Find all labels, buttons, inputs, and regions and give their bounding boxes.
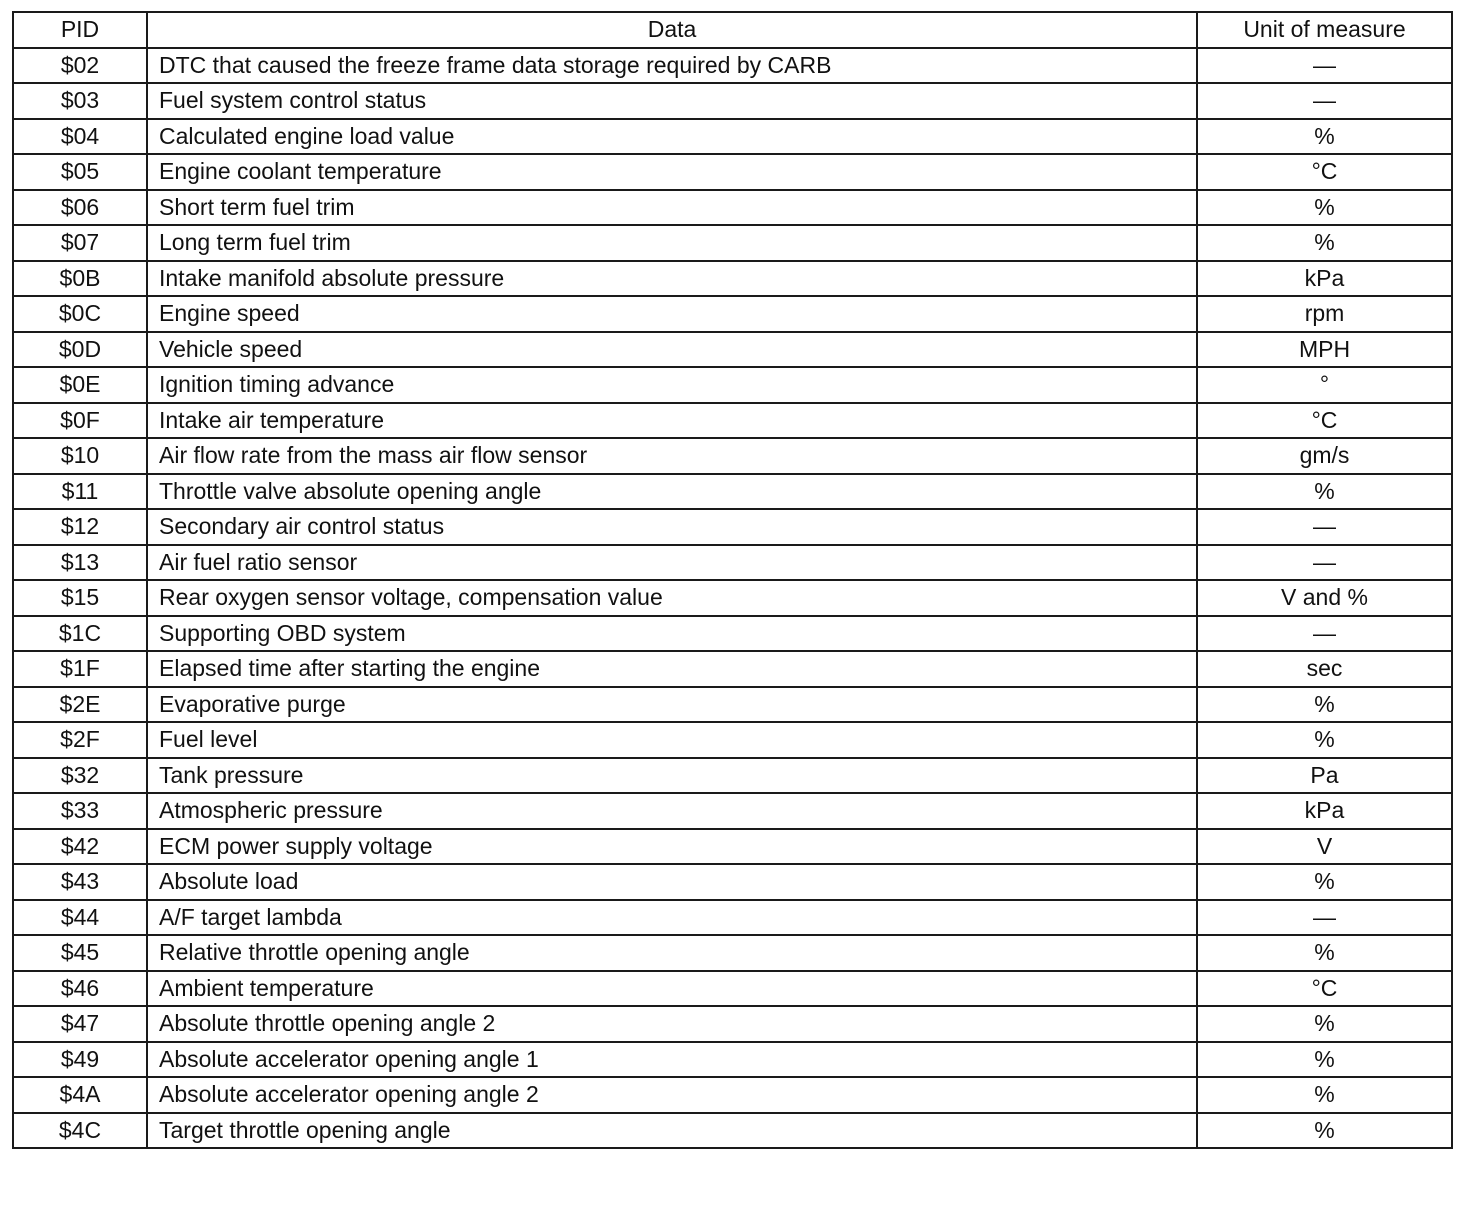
pid-cell: $0F xyxy=(13,403,147,439)
unit-cell: % xyxy=(1197,935,1452,971)
unit-cell: V and % xyxy=(1197,580,1452,616)
unit-cell: % xyxy=(1197,1113,1452,1149)
pid-cell: $0C xyxy=(13,296,147,332)
pid-cell: $49 xyxy=(13,1042,147,1078)
data-cell: Absolute load xyxy=(147,864,1197,900)
data-cell: Secondary air control status xyxy=(147,509,1197,545)
table-row xyxy=(13,367,1452,403)
data-cell: Absolute throttle opening angle 2 xyxy=(147,1006,1197,1042)
unit-cell: % xyxy=(1197,119,1452,155)
pid-cell: $06 xyxy=(13,190,147,226)
data-cell: A/F target lambda xyxy=(147,900,1197,936)
table-body xyxy=(13,48,1452,1149)
unit-cell: V xyxy=(1197,829,1452,865)
table-row xyxy=(13,1006,1452,1042)
table-row xyxy=(13,829,1452,865)
header-row xyxy=(13,12,1452,48)
table-row xyxy=(13,722,1452,758)
data-cell: Engine coolant temperature xyxy=(147,154,1197,190)
unit-cell: — xyxy=(1197,900,1452,936)
data-cell: Evaporative purge xyxy=(147,687,1197,723)
pid-cell: $07 xyxy=(13,225,147,261)
table-row xyxy=(13,225,1452,261)
pid-cell: $44 xyxy=(13,900,147,936)
table-row xyxy=(13,687,1452,723)
pid-cell: $1C xyxy=(13,616,147,652)
data-cell: Air flow rate from the mass air flow sensor xyxy=(147,438,1197,474)
unit-cell: kPa xyxy=(1197,261,1452,297)
unit-cell: kPa xyxy=(1197,793,1452,829)
data-cell: ECM power supply voltage xyxy=(147,829,1197,865)
table-row xyxy=(13,935,1452,971)
pid-cell: $04 xyxy=(13,119,147,155)
unit-cell: % xyxy=(1197,225,1452,261)
header-pid: PID xyxy=(13,12,147,48)
header-data: Data xyxy=(147,12,1197,48)
table-row xyxy=(13,900,1452,936)
pid-cell: $2F xyxy=(13,722,147,758)
table-row xyxy=(13,651,1452,687)
unit-cell: MPH xyxy=(1197,332,1452,368)
data-cell: Vehicle speed xyxy=(147,332,1197,368)
unit-cell: °C xyxy=(1197,971,1452,1007)
unit-cell: % xyxy=(1197,1042,1452,1078)
pid-cell: $4C xyxy=(13,1113,147,1149)
table-row xyxy=(13,190,1452,226)
unit-cell: ° xyxy=(1197,367,1452,403)
data-cell: Fuel level xyxy=(147,722,1197,758)
pid-cell: $05 xyxy=(13,154,147,190)
table-row xyxy=(13,154,1452,190)
data-cell: Air fuel ratio sensor xyxy=(147,545,1197,581)
pid-cell: $46 xyxy=(13,971,147,1007)
data-cell: Tank pressure xyxy=(147,758,1197,794)
table-row xyxy=(13,119,1452,155)
table-row xyxy=(13,332,1452,368)
pid-cell: $15 xyxy=(13,580,147,616)
table-row xyxy=(13,474,1452,510)
unit-cell: % xyxy=(1197,687,1452,723)
pid-cell: $33 xyxy=(13,793,147,829)
data-cell: Calculated engine load value xyxy=(147,119,1197,155)
pid-cell: $13 xyxy=(13,545,147,581)
pid-cell: $12 xyxy=(13,509,147,545)
table-row xyxy=(13,438,1452,474)
table-row xyxy=(13,616,1452,652)
data-cell: DTC that caused the freeze frame data storage required by CARB xyxy=(147,48,1197,84)
data-cell: Throttle valve absolute opening angle xyxy=(147,474,1197,510)
pid-cell: $11 xyxy=(13,474,147,510)
data-cell: Absolute accelerator opening angle 1 xyxy=(147,1042,1197,1078)
unit-cell: % xyxy=(1197,190,1452,226)
unit-cell: sec xyxy=(1197,651,1452,687)
data-cell: Intake air temperature xyxy=(147,403,1197,439)
data-cell: Intake manifold absolute pressure xyxy=(147,261,1197,297)
unit-cell: gm/s xyxy=(1197,438,1452,474)
data-cell: Target throttle opening angle xyxy=(147,1113,1197,1149)
table-row xyxy=(13,296,1452,332)
data-cell: Supporting OBD system xyxy=(147,616,1197,652)
data-cell: Rear oxygen sensor voltage, compensation value xyxy=(147,580,1197,616)
table-row xyxy=(13,83,1452,119)
unit-cell: °C xyxy=(1197,403,1452,439)
data-cell: Long term fuel trim xyxy=(147,225,1197,261)
table-row xyxy=(13,261,1452,297)
data-cell: Fuel system control status xyxy=(147,83,1197,119)
unit-cell: — xyxy=(1197,509,1452,545)
table-row xyxy=(13,864,1452,900)
table-row xyxy=(13,545,1452,581)
data-cell: Engine speed xyxy=(147,296,1197,332)
pid-cell: $0B xyxy=(13,261,147,297)
unit-cell: — xyxy=(1197,545,1452,581)
table-row xyxy=(13,1077,1452,1113)
unit-cell: % xyxy=(1197,1006,1452,1042)
table-row xyxy=(13,580,1452,616)
pid-cell: $0E xyxy=(13,367,147,403)
table-header xyxy=(13,12,1452,48)
pid-cell: $1F xyxy=(13,651,147,687)
unit-cell: Pa xyxy=(1197,758,1452,794)
data-cell: Atmospheric pressure xyxy=(147,793,1197,829)
table-row xyxy=(13,48,1452,84)
header-unit: Unit of measure xyxy=(1197,12,1452,48)
pid-cell: $02 xyxy=(13,48,147,84)
unit-cell: % xyxy=(1197,722,1452,758)
data-cell: Relative throttle opening angle xyxy=(147,935,1197,971)
pid-cell: $47 xyxy=(13,1006,147,1042)
pid-cell: $45 xyxy=(13,935,147,971)
unit-cell: °C xyxy=(1197,154,1452,190)
table-row xyxy=(13,1042,1452,1078)
table-row xyxy=(13,1113,1452,1149)
unit-cell: — xyxy=(1197,83,1452,119)
pid-data-table xyxy=(12,11,1453,1149)
data-cell: Ambient temperature xyxy=(147,971,1197,1007)
table-row xyxy=(13,971,1452,1007)
unit-cell: % xyxy=(1197,864,1452,900)
table-row xyxy=(13,793,1452,829)
pid-cell: $32 xyxy=(13,758,147,794)
table-row xyxy=(13,403,1452,439)
pid-cell: $03 xyxy=(13,83,147,119)
pid-cell: $0D xyxy=(13,332,147,368)
unit-cell: — xyxy=(1197,616,1452,652)
table-row xyxy=(13,509,1452,545)
unit-cell: % xyxy=(1197,474,1452,510)
data-cell: Elapsed time after starting the engine xyxy=(147,651,1197,687)
pid-cell: $2E xyxy=(13,687,147,723)
data-cell: Absolute accelerator opening angle 2 xyxy=(147,1077,1197,1113)
pid-cell: $4A xyxy=(13,1077,147,1113)
unit-cell: % xyxy=(1197,1077,1452,1113)
pid-cell: $43 xyxy=(13,864,147,900)
data-cell: Short term fuel trim xyxy=(147,190,1197,226)
unit-cell: rpm xyxy=(1197,296,1452,332)
data-cell: Ignition timing advance xyxy=(147,367,1197,403)
pid-cell: $42 xyxy=(13,829,147,865)
pid-cell: $10 xyxy=(13,438,147,474)
unit-cell: — xyxy=(1197,48,1452,84)
table-row xyxy=(13,758,1452,794)
